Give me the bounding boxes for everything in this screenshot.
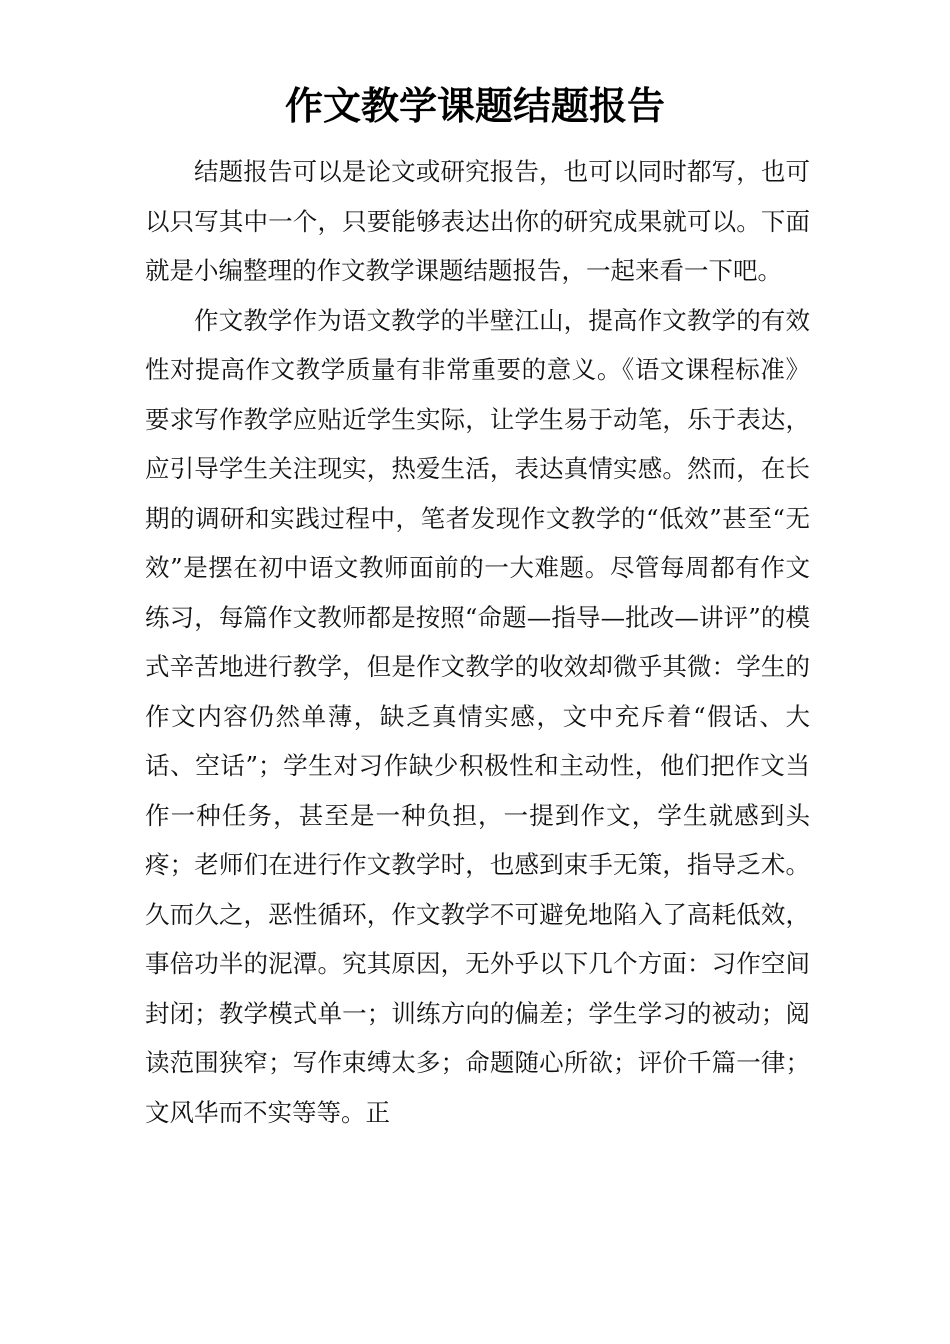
paragraph-main: 作文教学作为语文教学的半壁江山，提高作文教学的有效性对提高作文教学质量有非常重要的意义。《语文课程标准》要求写作教学应贴近学生实际，让学生易于动笔，乐于表达，应引导学生关注现实，热爱生活，表达真情实感。然而，在长期的调研和实践过程中，笔者发现作文教学的“低效”甚至“无效”是摆在初中语文教师面前的一大难题。尽管每周都有作文练习，每篇作文教师都是按照“命题—指导—批改—讲评”的模式辛苦地进行教学，但是作文教学的收效却微乎其微：学生的作文内容仍然单薄，缺乏真情实感，文中充斥着“假话、大话、空话”；学生对习作缺少积极性和主动性，他们把作文当作一种任务，甚至是一种负担，一提到作文，学生就感到头疼；老师们在进行作文教学时，也感到束手无策，指导乏术。久而久之，恶性循环，作文教学不可避免地陷入了高耗低效，事倍功半的泥潭。究其原因，无外乎以下几个方面：习作空间封闭；教学模式单一；训练方向的偏差；学生学习的被动；阅读范围狭窄；写作束缚太多；命题随心所欲；评价千篇一律；文风华而不实等等。正 xyxy=(145,305,810,1127)
paragraph-intro: 结题报告可以是论文或研究报告，也可以同时都写，也可以只写其中一个，只要能够表达出你的研究成果就可以。下面就是小编整理的作文教学课题结题报告，一起来看一下吧。 xyxy=(145,157,810,285)
document-body xyxy=(145,147,810,1137)
document-title: 作文教学课题结题报告 xyxy=(284,83,665,128)
